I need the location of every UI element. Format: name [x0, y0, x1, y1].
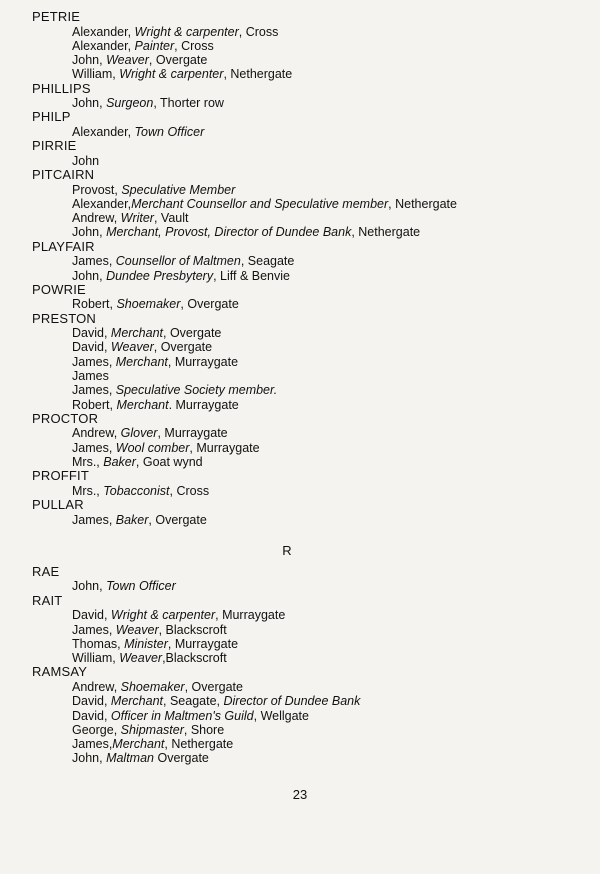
person-entry	[32, 25, 572, 39]
entry-text: Andrew,	[72, 679, 121, 694]
entry-text: James,	[72, 512, 116, 527]
entry-occupation: Shoemaker	[116, 297, 181, 312]
entry-text: , Nethergate	[223, 67, 293, 82]
entry-occupation: Merchant	[110, 694, 164, 709]
entry-text: Robert,	[72, 297, 117, 312]
entry-text: , Cross	[174, 38, 214, 53]
entry-text: John,	[72, 268, 107, 283]
entry-occupation: Baker	[103, 455, 136, 470]
entry-text: David,	[72, 694, 111, 709]
entry-text: , Overgate	[153, 340, 213, 355]
entry-occupation: Writer	[120, 211, 154, 226]
surname-group	[32, 498, 572, 527]
entry-text: William,	[72, 651, 120, 666]
surname-heading: RAIT	[32, 592, 63, 608]
person-entry	[32, 125, 572, 139]
entry-occupation: Counsellor of Maltmen	[115, 254, 241, 269]
entry-text: , Murraygate	[157, 426, 228, 441]
person-entry	[32, 383, 572, 397]
surname-heading: PRESTON	[32, 310, 97, 326]
surname-group	[32, 110, 572, 139]
person-entry	[32, 441, 572, 455]
person-entry	[32, 426, 572, 440]
person-entry	[32, 694, 572, 708]
entry-occupation: Weaver	[115, 622, 159, 637]
surname-group	[32, 594, 572, 666]
entry-text: Andrew,	[72, 426, 121, 441]
surname-heading: PHILP	[32, 109, 71, 125]
entry-occupation: Speculative Society member.	[115, 383, 278, 398]
entry-text: , Vault	[153, 211, 189, 226]
person-entry	[32, 623, 572, 637]
person-entry	[32, 637, 572, 651]
person-entry	[32, 455, 572, 469]
entry-text: , Murraygate	[167, 354, 239, 369]
surname-heading: PROFFIT	[32, 468, 90, 484]
entry-occupation: Surgeon	[106, 96, 154, 111]
person-entry	[32, 579, 572, 593]
surname-group	[32, 10, 572, 82]
entry-text: John,	[72, 751, 107, 766]
surname-group	[32, 665, 572, 765]
entry-occupation: Officer in Maltmen's Guild	[110, 708, 254, 723]
entry-text: , Seagate,	[163, 694, 224, 709]
entry-text: Alexander,	[72, 196, 132, 211]
entry-occupation: Wright & carpenter	[134, 24, 239, 39]
entry-text: , Murraygate	[189, 440, 260, 455]
person-entry	[32, 651, 572, 665]
entry-occupation: Speculative Member	[121, 182, 236, 197]
surname-group	[32, 82, 572, 111]
entry-text: , Cross	[238, 24, 279, 39]
entry-text: James,	[72, 383, 116, 398]
surname-heading: PITCAIRN	[32, 167, 95, 183]
entry-text: Provost,	[72, 182, 122, 197]
person-entry	[32, 39, 572, 53]
entry-text: John,	[72, 579, 107, 594]
entry-occupation: Tobacconist	[103, 483, 170, 498]
entry-text: , Overgate	[184, 679, 243, 694]
entry-occupation: Merchant	[110, 326, 164, 341]
entry-text: Overgate	[154, 751, 209, 766]
surname-groups-p	[32, 10, 572, 527]
entry-occupation: Wright & carpenter	[110, 608, 216, 623]
entry-occupation: Baker	[115, 512, 149, 527]
entry-occupation: Merchant	[112, 737, 165, 752]
surname-group	[32, 139, 572, 168]
entry-occupation: Merchant Counsellor and Speculative member	[131, 196, 389, 211]
person-entry	[32, 297, 572, 311]
entry-text: James,	[72, 622, 116, 637]
entry-text: , Overgate	[180, 297, 239, 312]
surname-heading: PIRRIE	[32, 138, 77, 154]
surname-heading: RAE	[32, 563, 60, 579]
entry-text: , Seagate	[240, 254, 295, 269]
entry-text: David,	[72, 340, 111, 355]
person-entry	[32, 326, 572, 340]
person-entry	[32, 513, 572, 527]
person-entry	[32, 751, 572, 765]
entry-text: Alexander,	[72, 24, 135, 39]
entry-text: , Wellgate	[253, 708, 309, 723]
surname-group	[32, 283, 572, 312]
person-entry	[32, 737, 572, 751]
entry-occupation: Shipmaster	[120, 722, 184, 737]
entry-occupation: Shoemaker	[120, 679, 185, 694]
entry-occupation: Town Officer	[134, 124, 205, 139]
surname-heading: PULLAR	[32, 497, 84, 513]
entry-text: John	[72, 153, 100, 168]
entry-text: George,	[72, 722, 121, 737]
entry-occupation: Merchant, Provost, Director of Dundee Bank	[106, 225, 352, 240]
surname-group	[32, 469, 572, 498]
entry-text: , Blackscroft	[158, 622, 227, 637]
entry-text: John,	[72, 53, 107, 68]
person-entry	[32, 608, 572, 622]
entry-occupation: Painter	[134, 38, 175, 53]
entry-text: , Cross	[169, 483, 210, 498]
entry-occupation: Minister	[124, 636, 168, 651]
person-entry	[32, 369, 572, 383]
entry-text: , Shore	[183, 722, 225, 737]
person-entry	[32, 355, 572, 369]
person-entry	[32, 254, 572, 268]
person-entry	[32, 197, 572, 211]
entry-occupation: Merchant	[116, 397, 169, 412]
person-entry	[32, 709, 572, 723]
entry-text: ,Blackscroft	[162, 651, 227, 666]
entry-text: James,	[72, 354, 116, 369]
surname-heading: RAMSAY	[32, 664, 88, 680]
entry-occupation: Weaver	[110, 340, 154, 355]
person-entry	[32, 96, 572, 110]
entry-text: David,	[72, 608, 111, 623]
surname-group	[32, 312, 572, 412]
entry-occupation: Town Officer	[106, 579, 176, 594]
entry-text: , Nethergate	[164, 737, 234, 752]
person-entry	[32, 484, 572, 498]
surname-group	[32, 565, 572, 594]
person-entry	[32, 154, 572, 168]
entry-text: , Liff & Benvie	[213, 268, 290, 283]
person-entry	[32, 211, 572, 225]
person-entry	[32, 67, 572, 81]
surname-groups-r	[32, 565, 572, 766]
entry-occupation: Wright & carpenter	[119, 67, 224, 82]
entry-text: James	[72, 369, 109, 384]
entry-text: David,	[72, 326, 111, 341]
entry-text: , Murraygate	[167, 636, 239, 651]
entry-text: Alexander,	[72, 124, 135, 139]
person-entry	[32, 53, 572, 67]
surname-group	[32, 412, 572, 469]
surname-heading: PETRIE	[32, 9, 81, 24]
entry-text: , Murraygate	[215, 608, 286, 623]
entry-text: Robert,	[72, 397, 117, 412]
person-entry	[32, 398, 572, 412]
surname-heading: POWRIE	[32, 281, 86, 297]
entry-text: John,	[72, 225, 107, 240]
page-number: 23	[292, 787, 308, 802]
surname-heading: PROCTOR	[32, 410, 99, 426]
person-entry	[32, 680, 572, 694]
person-entry	[32, 225, 572, 239]
entry-occupation: Wool comber	[115, 440, 190, 455]
entry-occupation: Dundee Presbytery	[106, 268, 214, 283]
entry-text: Alexander,	[72, 38, 135, 53]
entry-text: James,	[72, 440, 116, 455]
entry-text: Thomas,	[72, 636, 125, 651]
person-entry	[32, 723, 572, 737]
entry-text: , Overgate	[148, 53, 208, 68]
entry-text: John,	[72, 96, 107, 111]
entry-occupation: Weaver	[119, 651, 163, 666]
entry-text: , Goat wynd	[135, 455, 203, 470]
entry-text: Mrs.,	[72, 483, 104, 498]
surname-heading: PLAYFAIR	[32, 238, 95, 254]
entry-text: James,	[72, 254, 116, 269]
person-entry	[32, 269, 572, 283]
entry-text: , Nethergate	[351, 225, 421, 240]
entry-text: . Murraygate	[168, 397, 239, 412]
entry-occupation: Glover	[120, 426, 158, 441]
surname-group	[32, 240, 572, 283]
entry-text: , Overgate	[148, 512, 207, 527]
person-entry	[32, 340, 572, 354]
entry-text: , Overgate	[163, 326, 222, 341]
entry-text: William,	[72, 67, 120, 82]
entry-text: Andrew,	[72, 211, 121, 226]
entry-text: , Nethergate	[388, 196, 457, 211]
person-entry	[32, 183, 572, 197]
entry-text: James,	[72, 737, 113, 752]
surname-group	[32, 168, 572, 240]
section-letter-heading: R	[282, 542, 292, 558]
surname-heading: PHILLIPS	[32, 80, 91, 96]
entry-occupation: Director of Dundee Bank	[223, 694, 361, 709]
entry-text: David,	[72, 708, 111, 723]
entry-text: Mrs.,	[72, 455, 104, 470]
entry-occupation: Weaver	[106, 53, 149, 68]
entry-occupation: Merchant	[115, 354, 168, 369]
entry-occupation: Maltman	[106, 751, 154, 766]
directory-list	[32, 10, 572, 766]
entry-text: , Thorter row	[153, 96, 224, 111]
